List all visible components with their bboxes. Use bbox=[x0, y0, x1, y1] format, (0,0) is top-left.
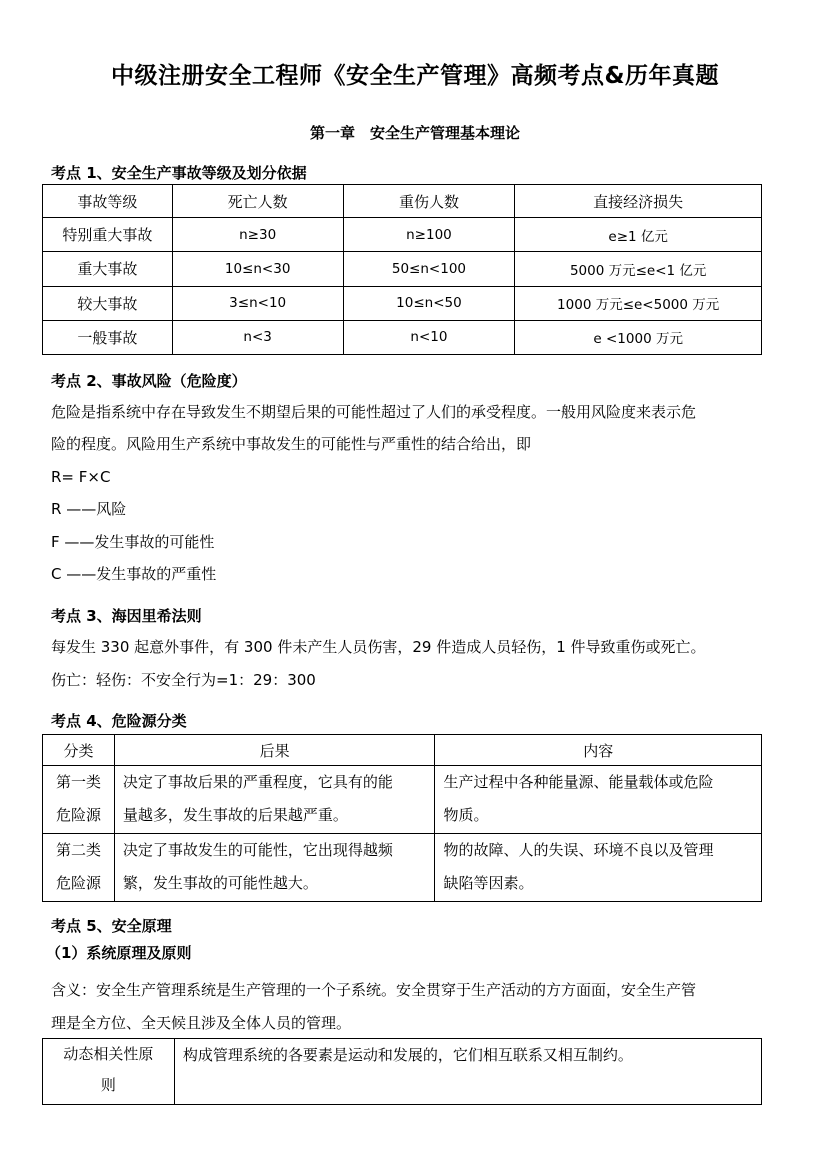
principle-desc-cell: 构成管理系统的各要素是运动和发展的，它们相互联系又相互制约。 bbox=[174, 1039, 761, 1105]
table-cell: 10≤n<50 bbox=[343, 286, 515, 320]
paragraph: 含义：安全生产管理系统是生产管理的一个子系统。安全贯穿于生产活动的方方面面，安全生产管 bbox=[51, 981, 697, 999]
table-header-row bbox=[43, 735, 762, 766]
section-5-heading: 考点 5、安全原理 bbox=[51, 917, 172, 935]
table-cell: 50≤n<100 bbox=[343, 252, 515, 286]
table-cell: e <1000 万元 bbox=[515, 320, 762, 354]
table-header-row bbox=[43, 185, 762, 218]
paragraph: 每发生 330 起意外事件，有 300 件未产生人员伤害，29 件造成人员轻伤，1 件导致重伤或死亡。 bbox=[51, 638, 706, 656]
content-cell bbox=[435, 766, 762, 834]
content-line: 生产过程中各种能量源、能量载体或危险 bbox=[443, 773, 714, 791]
section-2-heading: 考点 2、事故风险（危险度） bbox=[51, 372, 247, 390]
category-line: 第一类 bbox=[55, 773, 101, 791]
definition-f: F ——发生事故的可能性 bbox=[51, 533, 215, 551]
table-cell: 特别重大事故 bbox=[43, 218, 173, 252]
subsection-heading: （1）系统原理及原则 bbox=[46, 944, 192, 962]
category-line: 危险源 bbox=[55, 806, 101, 824]
table-cell: n<10 bbox=[343, 320, 515, 354]
header-cell: 分类 bbox=[43, 735, 115, 766]
paragraph: 险的程度。风险用生产系统中事故发生的可能性与严重性的结合给出，即 bbox=[51, 435, 532, 453]
header-cell: 事故等级 bbox=[43, 185, 173, 218]
content-cell bbox=[435, 834, 762, 902]
definition-c: C ——发生事故的严重性 bbox=[51, 565, 217, 583]
table-cell: e≥1 亿元 bbox=[515, 218, 762, 252]
result-line: 决定了事故发生的可能性，它出现得越频 bbox=[122, 841, 393, 859]
accident-level-table bbox=[42, 184, 762, 355]
result-line: 繁，发生事故的可能性越大。 bbox=[122, 874, 318, 892]
category-line: 第二类 bbox=[55, 841, 101, 859]
table-cell: 一般事故 bbox=[43, 320, 173, 354]
definition-r: R ——风险 bbox=[51, 500, 127, 518]
category-cell bbox=[43, 834, 115, 902]
table-row bbox=[43, 1039, 762, 1105]
table-row bbox=[43, 320, 762, 354]
table-cell: n≥100 bbox=[343, 218, 515, 252]
section-1-heading: 考点 1、安全生产事故等级及划分依据 bbox=[51, 164, 307, 182]
chapter-heading: 第一章 安全生产管理基本理论 bbox=[309, 124, 520, 142]
table-cell: 10≤n<30 bbox=[172, 252, 343, 286]
category-cell bbox=[43, 766, 115, 834]
table-row bbox=[43, 252, 762, 286]
content-line: 物质。 bbox=[443, 806, 489, 824]
principle-name-line: 动态相关性原 bbox=[63, 1045, 154, 1063]
result-cell bbox=[114, 834, 435, 902]
result-line: 决定了事故后果的严重程度，它具有的能 bbox=[122, 773, 393, 791]
formula: R= F×C bbox=[51, 468, 111, 486]
principle-name-line: 则 bbox=[100, 1076, 116, 1094]
table-cell: n≥30 bbox=[172, 218, 343, 252]
result-cell bbox=[114, 766, 435, 834]
header-cell: 重伤人数 bbox=[343, 185, 515, 218]
ratio-text: 伤亡：轻伤：不安全行为=1：29：300 bbox=[51, 671, 316, 689]
table-row bbox=[43, 766, 762, 834]
section-3-heading: 考点 3、海因里希法则 bbox=[51, 607, 202, 625]
table-cell: 5000 万元≤e<1 亿元 bbox=[515, 252, 762, 286]
table-cell: 1000 万元≤e<5000 万元 bbox=[515, 286, 762, 320]
table-cell: 3≤n<10 bbox=[172, 286, 343, 320]
principle-name-cell bbox=[43, 1039, 175, 1105]
table-row bbox=[43, 834, 762, 902]
table-row bbox=[43, 286, 762, 320]
hazard-source-table bbox=[42, 734, 762, 902]
table-cell: n<3 bbox=[172, 320, 343, 354]
header-cell: 后果 bbox=[114, 735, 435, 766]
result-line: 量越多，发生事故的后果越严重。 bbox=[122, 806, 348, 824]
category-line: 危险源 bbox=[55, 874, 101, 892]
table-cell: 重大事故 bbox=[43, 252, 173, 286]
principle-table bbox=[42, 1038, 762, 1105]
header-cell: 内容 bbox=[435, 735, 762, 766]
paragraph: 危险是指系统中存在导致发生不期望后果的可能性超过了人们的承受程度。一般用风险度来表示危 bbox=[51, 403, 697, 421]
header-cell: 直接经济损失 bbox=[515, 185, 762, 218]
document-title: 中级注册安全工程师《安全生产管理》高频考点&历年真题 bbox=[110, 63, 720, 89]
header-cell: 死亡人数 bbox=[172, 185, 343, 218]
table-row bbox=[43, 218, 762, 252]
paragraph: 理是全方位、全天候且涉及全体人员的管理。 bbox=[51, 1014, 352, 1032]
section-4-heading: 考点 4、危险源分类 bbox=[51, 712, 187, 730]
content-line: 缺陷等因素。 bbox=[443, 874, 534, 892]
content-line: 物的故障、人的失误、环境不良以及管理 bbox=[443, 841, 714, 859]
table-cell: 较大事故 bbox=[43, 286, 173, 320]
